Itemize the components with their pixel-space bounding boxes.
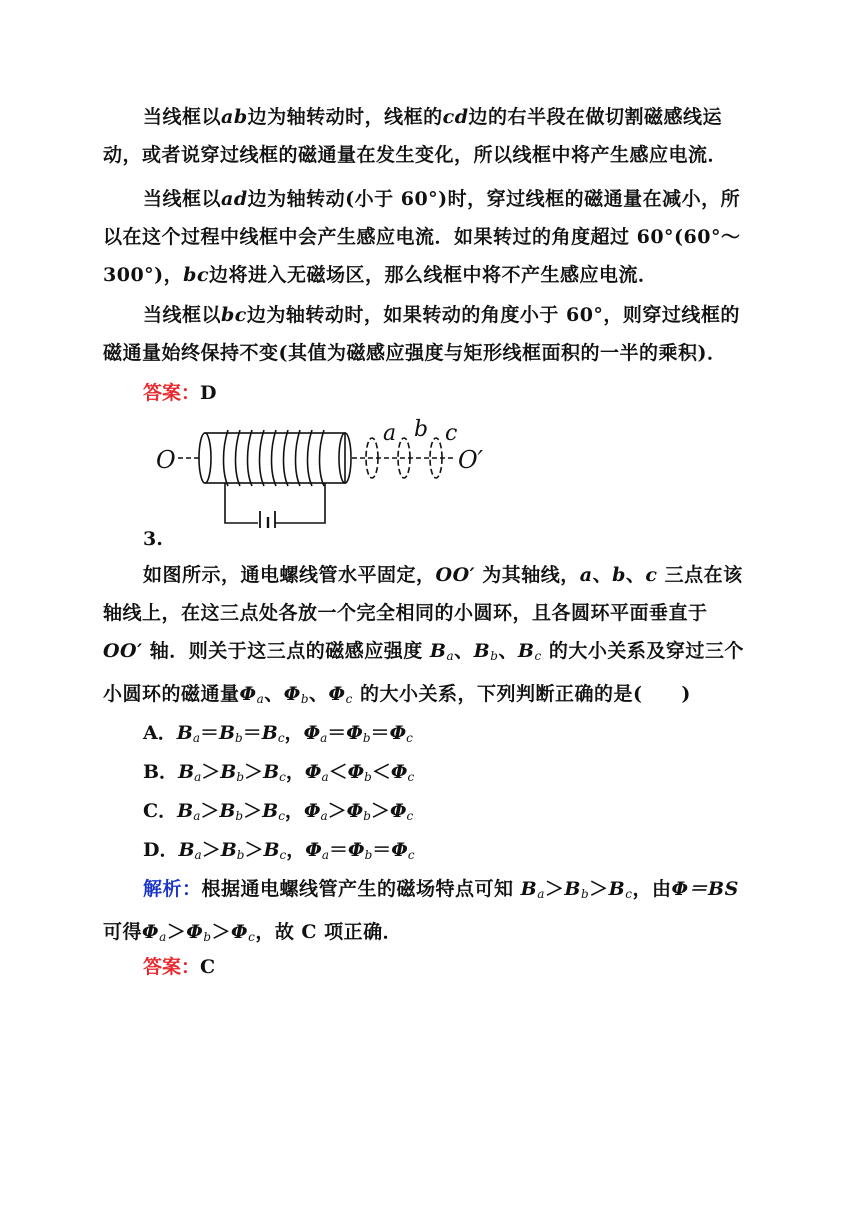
label-b: b — [414, 418, 429, 442]
analysis-label: 解析： — [143, 878, 202, 900]
option-c[interactable]: C．$B_a>B_b>B_c$，$\Phi_a>\Phi_b>\Phi_c$ — [143, 800, 414, 823]
label-O-prime: O′ — [458, 446, 484, 474]
answer-value: C — [200, 956, 216, 978]
option-d[interactable]: D．$B_a>B_b>B_c$，$\Phi_a=\Phi_b=\Phi_c$ — [143, 839, 415, 862]
option-a[interactable]: A．$B_a=B_b=B_c$，$\Phi_a=\Phi_b=\Phi_c$ — [143, 722, 413, 745]
analysis-paragraph: 解析：根据通电螺线管产生的磁场特点可知 $B_a>B_b>B_c$，由Φ＝BS 可得$\Phi_a>\Phi_b>\Phi_c$，故 C 项正确． — [103, 878, 739, 944]
question-number: 3. — [143, 528, 163, 550]
answer-value: D — [200, 382, 217, 404]
label-a: a — [383, 421, 397, 446]
paragraph-rotation-ad: 当线框以ad边为轴转动(小于 60°)时，穿过线框的磁通量在减小，所以在这个过程中线框中会产生感应电流．如果转过的角度超过 60°(60°～300°)，bc边将进入无磁场区，那么线框中将不产生感应电流． — [103, 188, 741, 286]
answer-label: 答案： — [143, 382, 201, 404]
answer-line-1 — [143, 374, 217, 412]
paragraph-rotation-ab: 当线框以ab边为轴转动时，线框的cd边的右半段在做切割磁感线运动，或者说穿过线框的磁通量在发生变化，所以线框中将产生感应电流． — [103, 106, 728, 166]
solenoid-figure — [150, 418, 500, 528]
label-O: O — [156, 446, 176, 474]
answer-label: 答案： — [143, 956, 201, 978]
answer-line-2 — [143, 948, 215, 986]
wire-left — [225, 483, 258, 523]
option-b[interactable]: B．$B_a>B_b>B_c$，$\Phi_a<\Phi_b<\Phi_c$ — [143, 761, 415, 784]
label-c: c — [445, 421, 458, 446]
coil-windings — [224, 430, 325, 486]
question-stem: 如图所示，通电螺线管水平固定，OO′ 为其轴线，a、b、c 三点在该轴线上，在这三点处各放一个完全相同的小圆环，且各圆环平面垂直于OO′ 轴．则关于这三点的磁感应强度 $B_a$、$B_b$、$B_c$ 的大小关系及穿过三个小圆环的磁通量$\Phi_a$、$\Phi_b$、$\Phi_c$ 的大小关系，下列判断正确的是( ) — [103, 564, 744, 706]
wire-right — [275, 483, 325, 523]
paragraph-rotation-bc: 当线框以bc边为轴转动时，如果转动的角度小于 60°，则穿过线框的磁通量始终保持不变(其值为磁感应强度与矩形线框面积的一半的乘积)． — [103, 304, 740, 364]
